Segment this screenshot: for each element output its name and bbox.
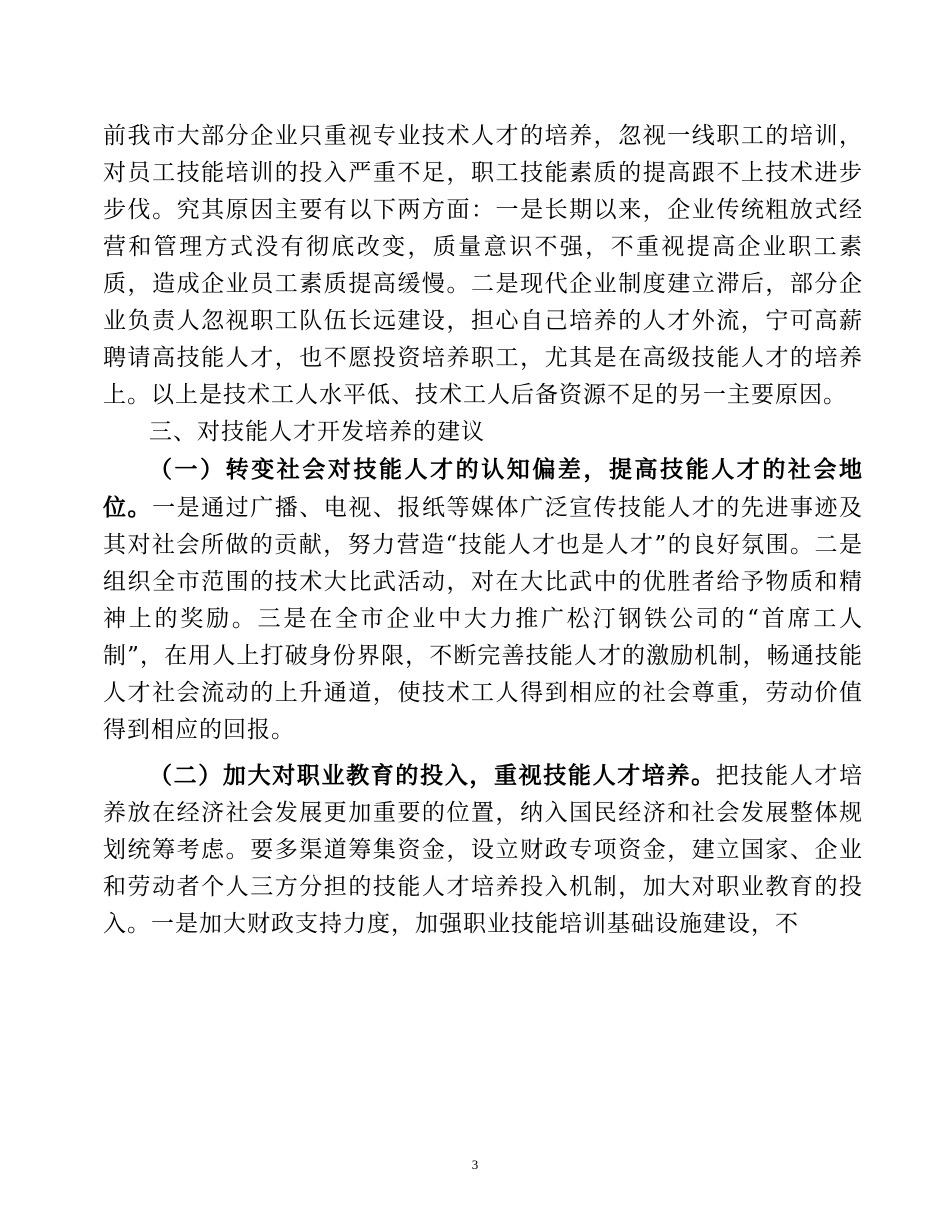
paragraph-sub2: [103, 757, 863, 943]
sub2-body: 把技能人才培养放在经济社会发展更加重要的位置，纳入国民经济和社会发展整体规划统筹考虑。要多渠道筹集资金，设立财政专项资金，建立国家、企业和劳动者个人三方分担的技能人才培养投入机制，加大对职业教育的投入。一是加大财政支持力度，加强职业技能培训基础设施建设，不: [103, 763, 864, 937]
sub2-heading: （二）加大对职业教育的投入，重视技能人才培养。: [149, 762, 716, 789]
document-body: [103, 118, 863, 943]
sub1-body: 一是通过广播、电视、报纸等媒体广泛宣传技能人才的先进事迹及其对社会所做的贡献，努力营造“技能人才也是人才”的良好氛围。二是组织全市范围的技术大比武活动，对在大比武中的优胜者给予物质和精神上的奖励。三是在全市企业中大力推广松汀钢铁公司的“首席工人制”，在用人上打破身份界限，不断完善技能人才的激励机制，畅通技能人才社会流动的上升通道，使技术工人得到相应的社会尊重，劳动价值得到相应的回报。: [103, 495, 864, 743]
section-heading: 三、对技能人才开发培养的建议: [149, 419, 485, 445]
paragraph-continued: 前我市大部分企业只重视专业技术人才的培养，忽视一线职工的培训，对员工技能培训的投入严重不足，职工技能素质的提高跟不上技术进步步伐。究其原因主要有以下两方面：一是长期以来，企业传统粗放式经营和管理方式没有彻底改变，质量意识不强，不重视提高企业职工素质，造成企业员工素质提高缓慢。二是现代企业制度建立滞后，部分企业负责人忽视职工队伍长远建设，担心自己培养的人才外流，宁可高薪聘请高技能人才，也不愿投资培养职工，尤其是在高级技能人才的培养上。以上是技术工人水平低、技术工人后备资源不足的另一主要原因。: [103, 123, 863, 408]
page-number: 3: [471, 1157, 479, 1172]
sub1-heading: （一）转变社会对技能人才的认知偏差，提高技能人才的社会地位。: [103, 456, 863, 521]
paragraph-sub1: [103, 451, 863, 749]
